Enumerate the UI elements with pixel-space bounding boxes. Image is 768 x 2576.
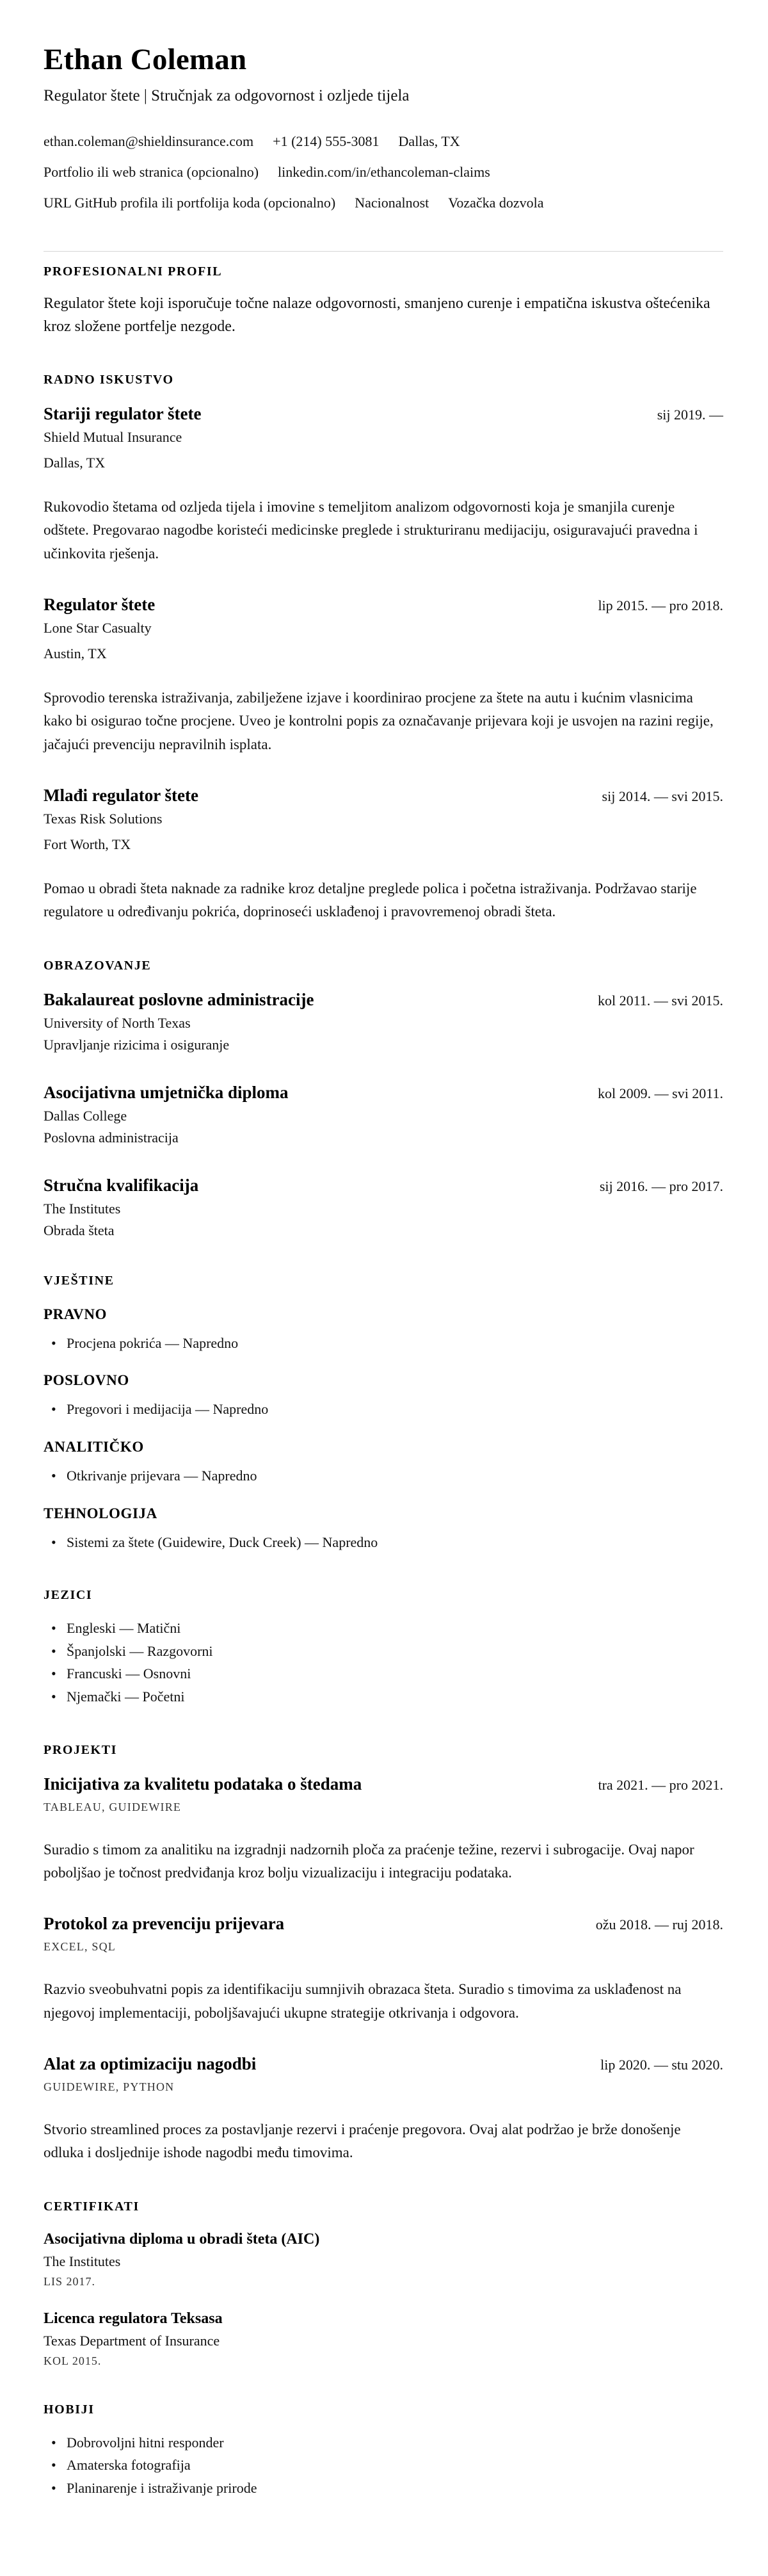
skill-group — [44, 1306, 723, 1355]
entry-head — [44, 2054, 723, 2074]
entry-title: Asocijativna umjetnička diploma — [44, 1082, 289, 1102]
entry-title: Stručna kvalifikacija — [44, 1175, 199, 1195]
entry-company: Lone Star Casualty — [44, 619, 152, 636]
entry-detail: Upravljanje rizicima i osiguranje — [44, 1036, 230, 1053]
skill-list — [44, 1531, 723, 1554]
project-entry — [44, 1774, 723, 1885]
language-item: • Francuski — Osnovni — [44, 1662, 723, 1685]
skill-item: • Sistemi za štete (Guidewire, Duck Creek) — Napredno — [44, 1531, 723, 1554]
entry-head — [44, 1176, 723, 1195]
entry-title: Alat za optimizaciju nagodbi — [44, 2054, 257, 2073]
entry-title: Regulator štete — [44, 594, 156, 614]
section-profile — [44, 264, 723, 338]
skill-group-name: ANALITIČKO — [44, 1438, 144, 1455]
certificate-title: Licenca regulatora Teksasa — [44, 2310, 223, 2327]
skill-group-name: POSLOVNO — [44, 1372, 129, 1389]
entry-dates: lip 2015. — pro 2018. — [598, 597, 723, 613]
certificates-heading: CERTIFIKATI — [44, 2199, 140, 2214]
entry-description: Stvorio streamlined proces za postavljanje rezervi i praćenje pregovora. Ovaj alat podržao je brže donošenje odluka i dosljednije ishode nagodbi među timovima. — [44, 2121, 681, 2161]
entry-head — [44, 1914, 723, 1934]
section-education — [44, 959, 723, 1239]
section-skills — [44, 1274, 723, 1554]
entry-dates: sij 2016. — pro 2017. — [599, 1178, 723, 1194]
entry-head — [44, 404, 723, 424]
skill-list — [44, 1398, 723, 1421]
language-item: • Engleski — Matični — [44, 1617, 723, 1640]
certificate-issuer: Texas Department of Insurance — [44, 2332, 220, 2349]
languages-heading: JEZICI — [44, 1588, 93, 1603]
entry-detail: Poslovna administracija — [44, 1129, 179, 1146]
portfolio-placeholder: Portfolio ili web stranica (opcionalno) — [44, 164, 259, 180]
hobby-item: • Dobrovoljni hitni responder — [44, 2431, 723, 2454]
project-entry — [44, 1914, 723, 2025]
certificate-entry — [44, 2310, 723, 2368]
skill-item: • Procjena pokrića — Napredno — [44, 1332, 723, 1355]
project-entry — [44, 2054, 723, 2165]
entry-dates: kol 2011. — svi 2015. — [598, 992, 723, 1009]
entry-company: Shield Mutual Insurance — [44, 429, 182, 445]
certificate-title: Asocijativna diploma u obradi šteta (AIC) — [44, 2230, 320, 2248]
entry-head — [44, 1774, 723, 1794]
certificate-entry — [44, 2231, 723, 2288]
education-heading: OBRAZOVANJE — [44, 958, 152, 973]
entry-head — [44, 595, 723, 615]
entry-school: The Institutes — [44, 1200, 121, 1217]
entry-dates: ožu 2018. — ruj 2018. — [595, 1916, 723, 1933]
profile-heading: PROFESIONALNI PROFIL — [44, 264, 223, 279]
entry-description: Sprovodio terenska istraživanja, zabilježene izjave i koordinirao procjene za štete na autu i kućnim vlasnicima kako bi osigurao točne procjene. Uveo je kontrolni popis za označavanje prijevara koji je usvojen na razini regije, jačajući prevenciju nepravilnih isplata. — [44, 689, 714, 752]
hobby-list — [44, 2431, 723, 2500]
section-experience — [44, 373, 723, 924]
experience-entry — [44, 786, 723, 924]
linkedin-link[interactable]: linkedin.com/in/ethancoleman-claims — [278, 164, 490, 180]
projects-heading: PROJEKTI — [44, 1742, 118, 1757]
entry-title: Mlađi regulator štete — [44, 785, 198, 805]
profile-text: Regulator štete koji isporučuje točne nalaze odgovornosti, smanjeno curenje i empatična iskustva oštećenika kroz složene portfelje nezgode. — [44, 295, 710, 335]
certificate-date: LIS 2017. — [44, 2274, 95, 2288]
education-entry — [44, 990, 723, 1053]
entry-head — [44, 1083, 723, 1103]
skill-item: • Pregovori i medijacija — Napredno — [44, 1398, 723, 1421]
entry-school: University of North Texas — [44, 1014, 191, 1031]
entry-location: Dallas, TX — [44, 455, 106, 471]
skill-group — [44, 1505, 723, 1554]
language-list — [44, 1617, 723, 1708]
project-tools: EXCEL, SQL — [44, 1940, 116, 1954]
entry-dates: lip 2020. — stu 2020. — [600, 2056, 723, 2073]
header-divider — [44, 251, 723, 252]
hobby-item: • Amaterska fotografija — [44, 2454, 723, 2477]
experience-heading: RADNO ISKUSTVO — [44, 373, 174, 387]
driving-license-placeholder: Vozačka dozvola — [448, 195, 544, 211]
section-projects — [44, 1743, 723, 2165]
education-entry — [44, 1176, 723, 1239]
entry-company: Texas Risk Solutions — [44, 810, 163, 827]
contact-row-2 — [44, 164, 723, 181]
section-hobbies — [44, 2402, 723, 2500]
entry-title: Inicijativa za kvalitetu podataka o štedama — [44, 1774, 362, 1794]
entry-title: Stariji regulator štete — [44, 404, 202, 423]
skill-list — [44, 1332, 723, 1355]
entry-head — [44, 990, 723, 1010]
entry-school: Dallas College — [44, 1107, 127, 1124]
skill-group-name: PRAVNO — [44, 1306, 108, 1322]
skill-item: • Otkrivanje prijevara — Napredno — [44, 1464, 723, 1487]
entry-description: Pomao u obradi šteta naknade za radnike kroz detaljne preglede polica i početna istraživanja. Podržavao starije regulatore u određivanju pokrića, doprinoseći usklađenoj i pravovremenoj obradi šteta. — [44, 880, 697, 920]
certificate-date: KOL 2015. — [44, 2354, 102, 2367]
entry-description: Suradio s timom za analitiku na izgradnji nadzornih ploča za praćenje težine, rezervi i subrogacije. Ovaj napor poboljšao je točnost predviđanja kroz bolju vizualizaciju i integraciju podataka. — [44, 1841, 694, 1881]
entry-title: Bakalaureat poslovne administracije — [44, 989, 314, 1009]
experience-entry — [44, 404, 723, 565]
project-tools: TABLEAU, GUIDEWIRE — [44, 1800, 182, 1813]
contact-row-3 — [44, 195, 723, 211]
hobby-item: • Planinarenje i istraživanje prirode — [44, 2477, 723, 2500]
github-placeholder: URL GitHub profila ili portfolija koda (opcionalno) — [44, 195, 336, 211]
candidate-title: Regulator štete | Stručnjak za odgovornost i ozljede tijela — [44, 87, 410, 104]
email-link[interactable]: ethan.coleman@shieldinsurance.com — [44, 133, 254, 149]
entry-detail: Obrada šteta — [44, 1222, 115, 1238]
skill-list — [44, 1464, 723, 1487]
entry-title: Protokol za prevenciju prijevara — [44, 1914, 285, 1934]
entry-description: Rukovodio štetama od ozljeda tijela i imovine s temeljitom analizom odgovornosti koja je smanjila curenje odštete. Pregovarao nagodbe koristeći medicinske preglede i strukturiranu medijaciju, osiguravajući pravedna i učinkovita rješenja. — [44, 499, 698, 562]
language-item: • Njemački — Početni — [44, 1685, 723, 1708]
entry-description: Razvio sveobuhvatni popis za identifikaciju sumnjivih obrazaca šteta. Suradio s timovima za usklađenost na njegovoj implementaciji, poboljšavajući ukupne strategije otkrivanja i odgovora. — [44, 1981, 682, 2021]
hobbies-heading: HOBIJI — [44, 2402, 95, 2417]
skills-heading: VJEŠTINE — [44, 1273, 115, 1288]
project-tools: GUIDEWIRE, PYTHON — [44, 2080, 175, 2093]
contact-row-1 — [44, 133, 723, 150]
education-entry — [44, 1083, 723, 1146]
skill-group — [44, 1439, 723, 1487]
certificate-issuer: The Institutes — [44, 2253, 121, 2269]
skill-group-name: TEHNOLOGIJA — [44, 1505, 157, 1521]
entry-dates: tra 2021. — pro 2021. — [598, 1776, 723, 1793]
location-text: Dallas, TX — [398, 133, 460, 149]
phone-number: +1 (214) 555-3081 — [273, 133, 380, 149]
skill-group — [44, 1372, 723, 1421]
language-item: • Španjolski — Razgovorni — [44, 1640, 723, 1663]
resume-header — [44, 42, 723, 211]
entry-dates: sij 2019. — — [657, 407, 723, 423]
entry-dates: sij 2014. — svi 2015. — [602, 788, 723, 804]
entry-dates: kol 2009. — svi 2011. — [598, 1085, 723, 1101]
entry-location: Austin, TX — [44, 645, 107, 661]
entry-location: Fort Worth, TX — [44, 836, 131, 852]
entry-head — [44, 786, 723, 806]
section-languages — [44, 1588, 723, 1708]
section-certificates — [44, 2199, 723, 2368]
nationality-placeholder: Nacionalnost — [355, 195, 429, 211]
experience-entry — [44, 595, 723, 756]
candidate-name: Ethan Coleman — [44, 43, 247, 76]
